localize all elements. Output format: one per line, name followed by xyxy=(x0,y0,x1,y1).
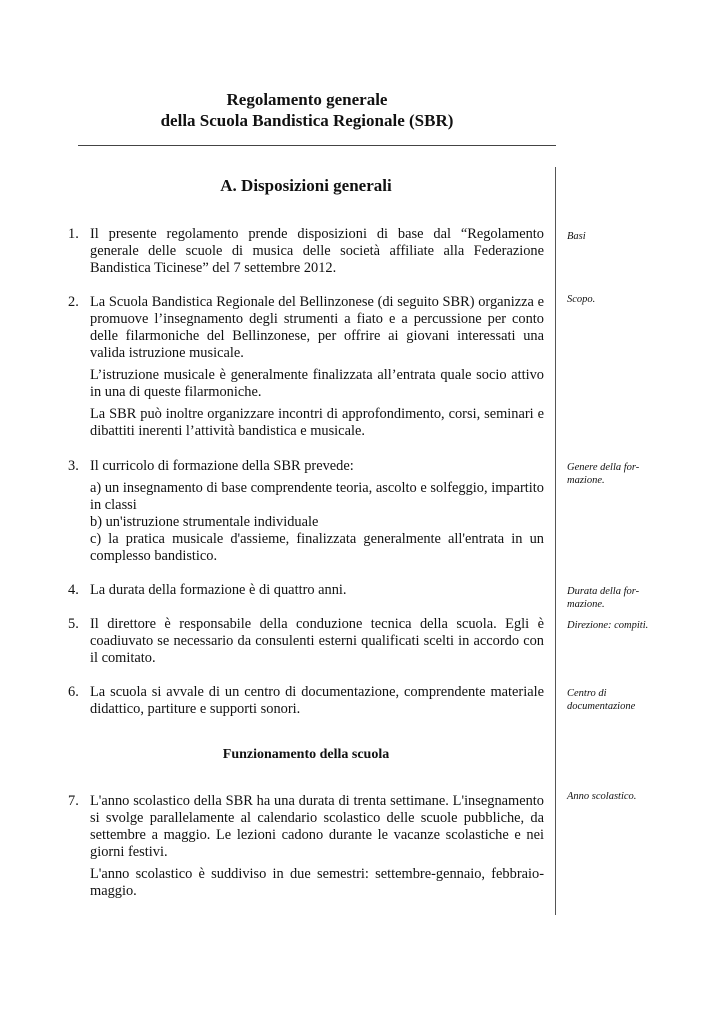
margin-divider xyxy=(555,167,556,915)
title-divider xyxy=(78,145,556,146)
margin-note-durata-formazione: Durata della for-mazione. xyxy=(567,586,640,610)
document-title-line-2: della Scuola Bandistica Regionale (SBR) xyxy=(160,111,454,130)
margin-note-direzione: Direzione: compiti. xyxy=(567,620,649,631)
article-number: 1. xyxy=(68,226,79,242)
margin-note-basi: Basi xyxy=(567,231,586,242)
article-4 xyxy=(68,582,544,599)
article-3 xyxy=(68,458,544,565)
article-paragraph: L'anno scolastico è suddiviso in due semestri: settembre-gennaio, febbraio-maggio. xyxy=(90,866,544,899)
article-paragraph: Il presente regolamento prende disposizioni di base dal “Regolamento generale delle scuole di musica delle società affiliate alla Federazione Bandistica Ticinese” del 7 settembre 2012. xyxy=(90,226,544,276)
article-number: 4. xyxy=(68,582,79,598)
article-number: 7. xyxy=(68,793,79,809)
article-list-item: a) un insegnamento di base comprendente teoria, ascolto e solfeggio, impartito in classi xyxy=(90,480,544,513)
article-2 xyxy=(68,294,544,440)
margin-note-anno-scolastico: Anno scolastico. xyxy=(567,791,637,802)
article-1 xyxy=(68,226,544,277)
section-a-heading: A. Disposizioni generali xyxy=(220,176,392,195)
article-number: 5. xyxy=(68,616,79,632)
margin-note-centro-documentazione: Centro di documentazione xyxy=(567,688,636,712)
article-paragraph: Il curricolo di formazione della SBR prevede: xyxy=(90,458,354,474)
document-title-line-1: Regolamento generale xyxy=(226,90,388,109)
article-5 xyxy=(68,616,544,667)
margin-note-genere-formazione: Genere della for-mazione. xyxy=(567,462,640,486)
article-paragraph: La scuola si avvale di un centro di documentazione, comprendente materiale didattico, partiture e supporti sonori. xyxy=(90,684,544,717)
margin-note-scopo: Scopo. xyxy=(567,294,596,305)
article-number: 2. xyxy=(68,294,79,310)
article-number: 6. xyxy=(68,684,79,700)
article-paragraph: La durata della formazione è di quattro anni. xyxy=(90,582,347,598)
article-paragraph: L’istruzione musicale è generalmente finalizzata all’entrata quale socio attivo in una di queste filarmoniche. xyxy=(90,367,544,400)
article-paragraph: L'anno scolastico della SBR ha una durata di trenta settimane. L'insegnamento si svolge parallelamente al calendario scolastico delle scuole pubbliche, da settembre a maggio. Le lezioni cadono durante le vacanze scolastiche e nei giorni festivi. xyxy=(90,793,544,860)
article-paragraph: Il direttore è responsabile della conduzione tecnica della scuola. Egli è coadiuvato se necessario da consulenti esterni qualificati scelti in accordo con il comitato. xyxy=(90,616,544,666)
subsection-heading: Funzionamento della scuola xyxy=(222,747,390,762)
article-paragraph: La Scuola Bandistica Regionale del Bellinzonese (di seguito SBR) organizza e promuove l’insegnamento degli strumenti a fiato e a percussione per conto delle filarmoniche del Bellinzonese, per offrire ai giovani interessati una valida istruzione musicale. xyxy=(90,294,544,361)
article-list-item: c) la pratica musicale d'assieme, finalizzata generalmente all'entrata in un complesso bandistico. xyxy=(90,531,544,564)
article-7 xyxy=(68,793,544,900)
article-list-item: b) un'istruzione strumentale individuale xyxy=(90,514,319,530)
article-number: 3. xyxy=(68,458,79,474)
article-paragraph: La SBR può inoltre organizzare incontri di approfondimento, corsi, seminari e dibattiti inerenti l’attività bandistica e musicale. xyxy=(90,406,544,439)
article-6 xyxy=(68,684,544,718)
